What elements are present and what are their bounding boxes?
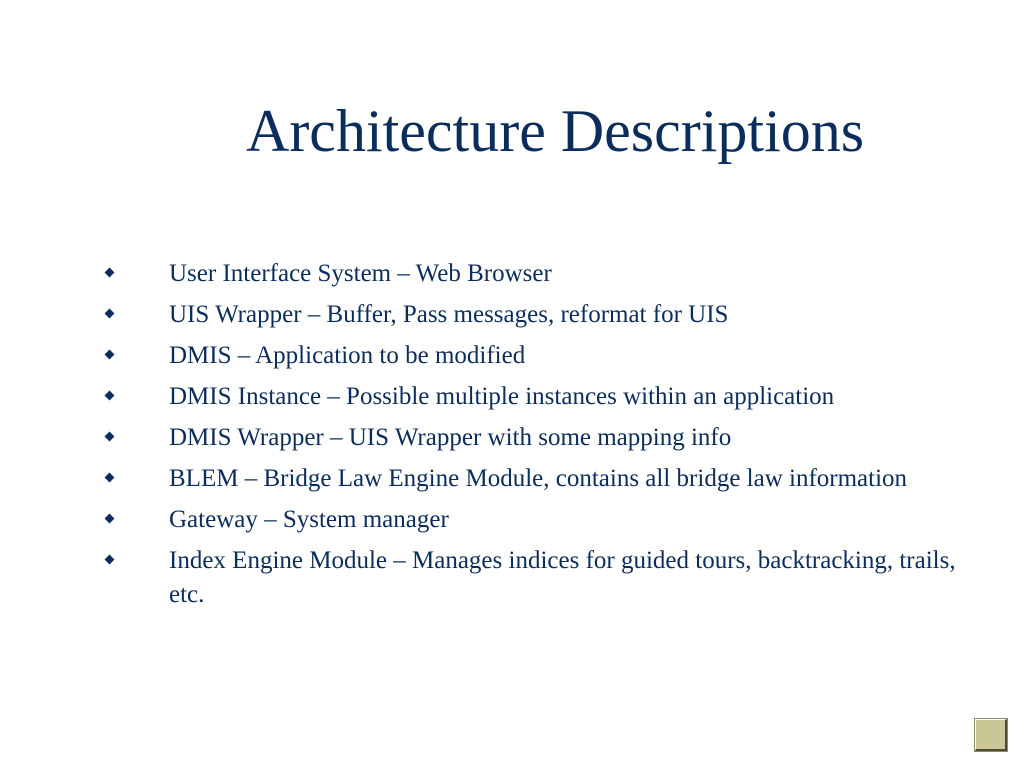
next-slide-button[interactable] xyxy=(975,719,1007,751)
bullet-item xyxy=(0,257,1024,291)
diamond-bullet-icon xyxy=(105,391,115,401)
diamond-bullet-icon xyxy=(105,473,115,483)
bullet-text: DMIS Instance – Possible multiple instances within an application xyxy=(169,383,835,410)
bullet-item xyxy=(0,339,1024,373)
bullet-list xyxy=(0,257,1024,619)
diamond-bullet-icon xyxy=(105,514,115,524)
diamond-bullet-icon xyxy=(105,555,115,565)
bullet-item xyxy=(0,298,1024,332)
bullet-text: UIS Wrapper – Buffer, Pass messages, reformat for UIS xyxy=(169,301,729,328)
bullet-text: Gateway – System manager xyxy=(169,506,449,533)
bullet-item xyxy=(0,462,1024,496)
bullet-item xyxy=(0,503,1024,537)
diamond-bullet-icon xyxy=(105,268,115,278)
bullet-text: Index Engine Module – Manages indices for guided tours, backtracking, trails, etc. xyxy=(169,547,956,608)
bullet-item xyxy=(0,421,1024,455)
slide-title: Architecture Descriptions xyxy=(246,98,865,164)
bullet-text: DMIS Wrapper – UIS Wrapper with some mapping info xyxy=(169,424,732,451)
bullet-item xyxy=(0,544,1024,612)
diamond-bullet-icon xyxy=(105,350,115,360)
diamond-bullet-icon xyxy=(105,432,115,442)
bullet-item xyxy=(0,380,1024,414)
bullet-text: DMIS – Application to be modified xyxy=(169,342,526,369)
bullet-text: User Interface System – Web Browser xyxy=(169,260,552,287)
bullet-text: BLEM – Bridge Law Engine Module, contains all bridge law information xyxy=(169,465,908,492)
diamond-bullet-icon xyxy=(105,309,115,319)
